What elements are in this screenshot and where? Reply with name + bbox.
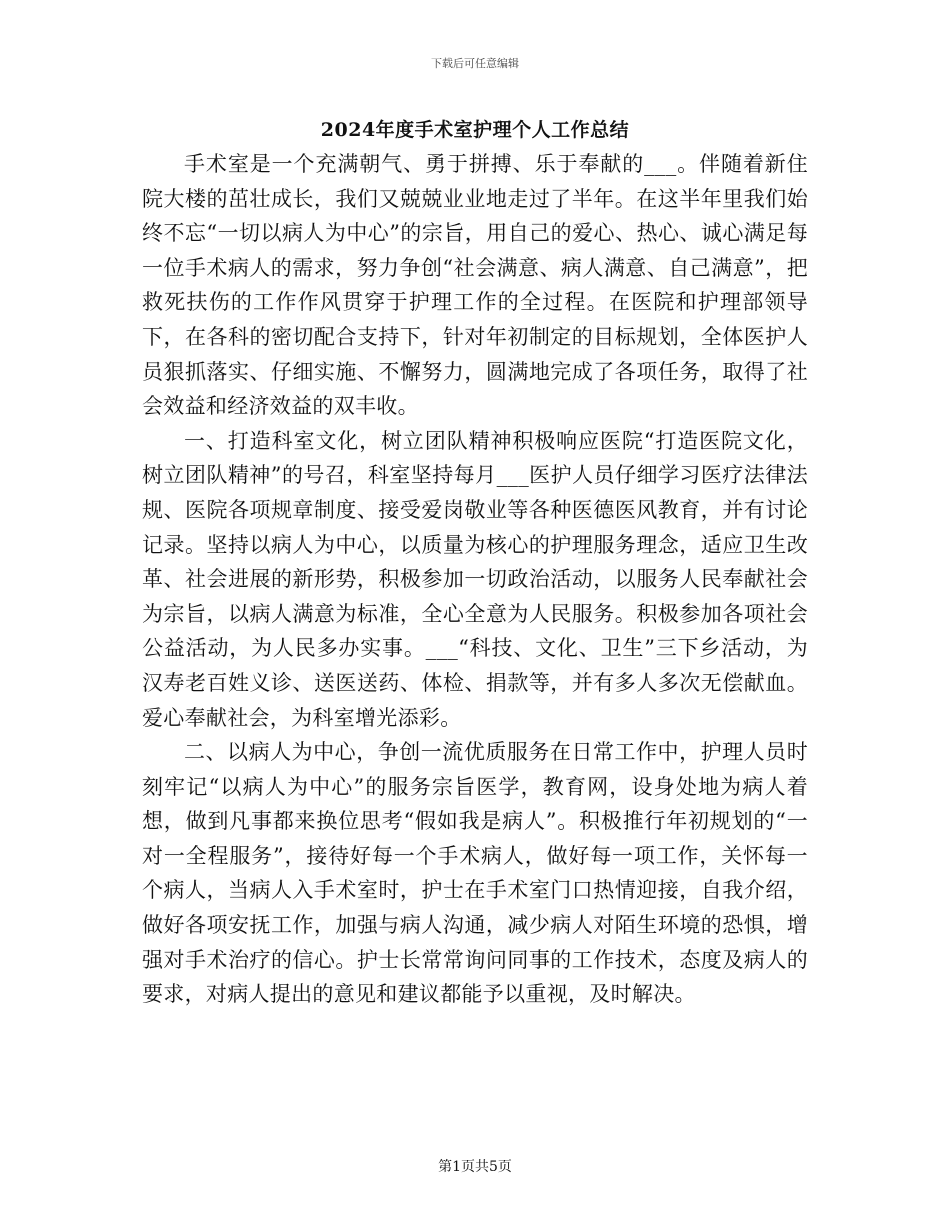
page-footer: 第1页共5页 — [438, 1159, 512, 1175]
paragraph-section-two: 二、以病人为中心，争创一流优质服务在日常工作中，护理人员时刻牢记“以病人为中心”的服务宗旨医学，教育网，设身处地为病人着想，做到凡事都来换位思考“假如我是病人”。积极推行年初规划的“一对一全程服务”，接待好每一个手术病人，做好每一项工作，关怀每一个病人，当病人入手术室时，护士在手术室门口热情迎接，自我介绍，做好各项安抚工作，加强与病人沟通，减少病人对陌生环境的恐惧，增强对手术治疗的信心。护士长常常询问同事的工作技术，态度及病人的要求，对病人提出的意见和建议都能予以重视，及时解决。 — [142, 740, 808, 1007]
paragraph-intro: 手术室是一个充满朝气、勇于拼搏、乐于奉献的___。伴随着新住院大楼的茁壮成长，我们又兢兢业业地走过了半年。在这半年里我们始终不忘“一切以病人为中心”的宗旨，用自己的爱心、热心、诚心满足每一位手术病人的需求，努力争创“社会满意、病人满意、自己满意”，把救死扶伤的工作作风贯穿于护理工作的全过程。在医院和护理部领导下，在各科的密切配合支持下，针对年初制定的目标规划，全体医护人员狠抓落实、仔细实施、不懈努力，圆满地完成了各项任务，取得了社会效益和经济效益的双丰收。 — [142, 152, 808, 419]
header-note: 下载后可任意编辑 — [431, 57, 519, 70]
document-body — [142, 147, 808, 1012]
paragraph-section-one: 一、打造科室文化，树立团队精神积极响应医院“打造医院文化，树立团队精神”的号召，科室坚持每月___医护人员仔细学习医疗法律法规、医院各项规章制度、接受爱岗敬业等各种医德医风教育，并有讨论记录。坚持以病人为中心，以质量为核心的护理服务理念，适应卫生改革、社会进展的新形势，积极参加一切政治活动，以服务人民奉献社会为宗旨，以病人满意为标准，全心全意为人民服务。积极参加各项社会公益活动，为人民多办实事。___“科技、文化、卫生”三下乡活动，为汉寿老百姓义诊、送医送药、体检、捐款等，并有多人多次无偿献血。爱心奉献社会，为科室增光添彩。 — [142, 428, 808, 730]
document-title: 2024年度手术室护理个人工作总结 — [320, 119, 630, 141]
